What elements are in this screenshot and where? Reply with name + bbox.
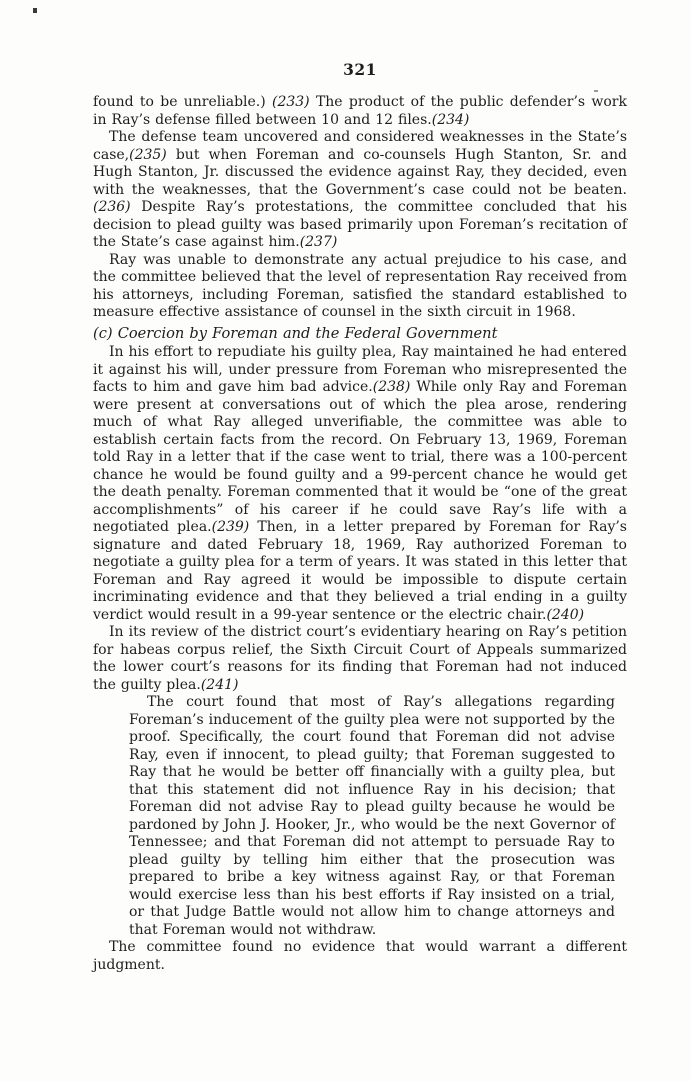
text-run: The committee found no evidence that would warrant a different judgment. xyxy=(93,939,627,973)
citation-number: (240) xyxy=(546,606,585,623)
citation-number: (236) xyxy=(93,199,131,215)
section-heading: (c) Coercion by Foreman and the Federal Government xyxy=(93,324,498,342)
paragraph-repudiate-plea xyxy=(93,344,627,624)
paragraph-continuation xyxy=(93,94,627,129)
scan-speck xyxy=(594,90,598,92)
text-run: The product of the public defender’s work in Ray’s defense filled between 10 and 12 files. xyxy=(93,94,627,128)
citation-number: (235) xyxy=(129,146,167,163)
text-run: found to be unreliable.) xyxy=(93,94,272,110)
citation-number: (238) xyxy=(372,379,411,395)
page-number: 321 xyxy=(343,60,377,79)
citation-number: (241) xyxy=(200,676,239,693)
text-run: While only Ray and Foreman were present at conversations out of which the plea arose, rendering much of what Ray alleged unverifiable, the committee was able to establish certain facts from the record. On February 13, 1969, Foreman told Ray in a letter that if the case went to trial, there was a 100-percent chance he would be found guilty and a 99-percent chance he would get the death penalty. Foreman commented that it would be “one of the great accomplishments” of his career if he could save Ray’s life with a negotiated plea. xyxy=(93,379,628,535)
citation-number: (233) xyxy=(272,94,310,110)
paragraph-sixth-circuit-review xyxy=(93,624,627,694)
text-run: In its review of the district court’s evidentiary hearing on Ray’s petition for habeas corpus relief, the Sixth Circuit Court of Appeals summarized the lower court’s reasons for its finding that Foreman had not induced the guilty plea. xyxy=(93,624,627,693)
text-run: Despite Ray’s protestations, the committee concluded that his decision to plead guilty was based primarily upon Foreman’s recitation of the State’s case against him. xyxy=(93,199,627,250)
block-quote-court-findings xyxy=(129,694,615,939)
paragraph-committee-conclusion xyxy=(93,939,627,974)
citation-number: (239) xyxy=(211,519,250,535)
scan-speck xyxy=(33,8,37,13)
paragraph-defense-team xyxy=(93,129,627,252)
text-run: The court found that most of Ray’s allegations regarding Foreman’s inducement of the guilty plea were not supported by the proof. Specifically, the court found that Foreman did not advise Ray, even if innocent, to plead guilty; that Foreman suggested to Ray that he would be better off financially with a guilty plea, but that this statement did not influence Ray in his decision; that Foreman did not advise Ray to plead guilty because he would be pardoned by John J. Hooker, Jr., who would be the next Governor of Tennessee; and that Foreman did not attempt to persuade Ray to plead guilty by telling him either that the prosecution was prepared to bribe a key witness against Ray, or that Foreman would exercise less than his best efforts if Ray insisted on a trial, or that Judge Battle would not allow him to change attorneys and that Foreman would not withdraw. xyxy=(129,694,615,938)
text-run: The defense team uncovered and considered weaknesses in the State’s case, xyxy=(93,129,627,163)
page-body xyxy=(93,94,627,974)
text-run: Then, in a letter prepared by Foreman for Ray’s signature and dated February 18, 1969, Ray authorized Foreman to negotiate a guilty plea for a term of years. It was stated in this letter that Foreman and Ray agreed it would be impossible to dispute certain incriminating evidence and that they believed a trial ending in a guilty verdict would result in a 99-year sentence or the electric chair. xyxy=(93,519,627,623)
citation-number: (234) xyxy=(431,111,470,128)
citation-number: (237) xyxy=(299,234,338,250)
text-run: Ray was unable to demonstrate any actual prejudice to his case, and the committee believed that the level of representation Ray received from his attorneys, including Foreman, satisfied the standard established to measure effective assistance of counsel in the sixth circuit in 1968. xyxy=(93,251,627,320)
text-run: but when Foreman and co-counsels Hugh Stanton, Sr. and Hugh Stanton, Jr. discussed the evidence against Ray, they decided, even with the weaknesses, that the Government’s case could not be beaten. xyxy=(93,146,627,198)
text-run: In his effort to repudiate his guilty plea, Ray maintained he had entered it against his will, under pressure from Foreman who misrepresented the facts to him and gave him bad advice. xyxy=(93,344,627,395)
paragraph-no-prejudice xyxy=(93,252,627,322)
